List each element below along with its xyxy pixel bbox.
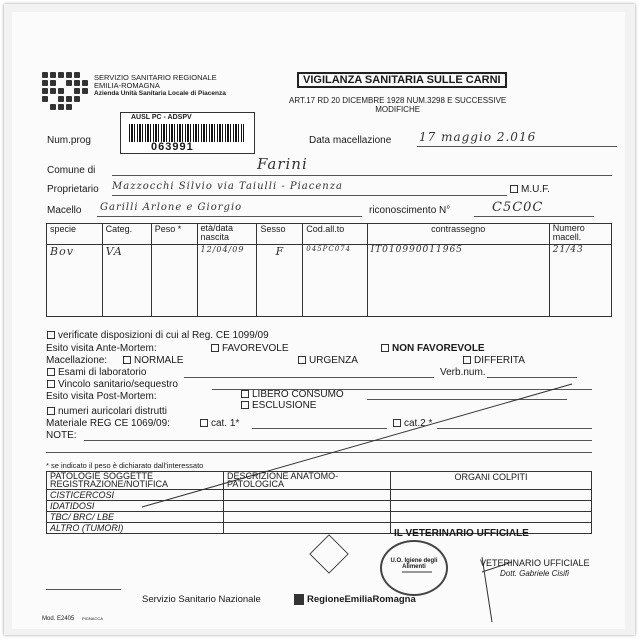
libero-label: LIBERO CONSUMO — [252, 389, 344, 400]
row-altro: ALTRO (TUMORI) — [47, 523, 224, 534]
ante-mortem-label: Esito visita Ante-Mortem: — [46, 343, 157, 354]
normale-label: NORMALE — [134, 355, 184, 366]
ssn-label: Servizio Sanitario Nazionale — [142, 594, 261, 605]
document-sheet — [12, 12, 625, 629]
row-cisticercosi: CISTICERCOSI — [47, 490, 224, 501]
model-number: Mod. E2405 — [42, 616, 75, 622]
materiale-label: Materiale REG CE 1069/09: — [46, 418, 170, 429]
model-small: PIGNACCA — [82, 616, 103, 621]
urgenza-label: URGENZA — [309, 355, 358, 366]
cell-eta: 12/04/09 — [197, 245, 257, 317]
cell-sesso: F — [257, 245, 303, 317]
proprietario-value: Mazzocchi Silvio via Taiulli - Piacenza — [112, 181, 343, 192]
cat2-label: cat.2 * — [404, 418, 433, 429]
macellazione-label: Macellazione: — [46, 355, 108, 366]
comune-value: Farini — [257, 155, 308, 173]
header-eta: età/data nascita — [197, 224, 257, 245]
vincolo-label: Vincolo sanitario/sequestro — [58, 379, 178, 390]
cat1-label: cat. 1* — [211, 418, 240, 429]
header-cod: Cod.all.to — [303, 224, 367, 245]
row-tbc: TBC/ BRC/ LBE — [47, 512, 224, 523]
official-stamp — [380, 540, 448, 596]
barcode-number: 063991 — [151, 141, 194, 153]
verificate-text: verificate disposizioni di cui al Reg. CE 1099/09 — [58, 330, 269, 341]
non-favorevole-label: NON FAVOREVOLE — [392, 343, 485, 354]
num-prog-label: Num.prog — [47, 135, 91, 146]
riconoscimento-label: riconoscimento N° — [369, 205, 451, 216]
riconoscimento-value: C5C0C — [492, 200, 544, 215]
header-descrizione: DESCRIZIONE ANATOMO-PATOLOGICA — [224, 472, 391, 490]
note-label: NOTE: — [46, 430, 77, 441]
verb-num-label: Verb.num. — [440, 367, 486, 378]
handwritten-strokes — [12, 12, 625, 629]
org-line2: EMILIA-ROMAGNA — [94, 81, 160, 90]
favorevole-label: FAVOREVOLE — [222, 343, 289, 354]
auricolari-label: numeri auricolari distrutti — [58, 406, 167, 417]
proprietario-label: Proprietario — [47, 184, 99, 195]
document-title: VIGILANZA SANITARIA SULLE CARNI — [297, 72, 507, 88]
header-categ: Categ. — [102, 224, 151, 245]
header-patologie: PATOLOGIE SOGGETTE REGISTRAZIONE/NOTIFICA — [47, 472, 224, 490]
header-contrassegno: contrassegno — [367, 224, 549, 245]
comune-label: Comune di — [47, 165, 96, 176]
vet-role: VETERINARIO UFFICIALE — [480, 558, 590, 568]
law-line1: ART.17 RD 20 DICEMBRE 1928 NUM.3298 E SUCCESSIVE — [289, 96, 507, 105]
cell-cod: 045PC074 — [303, 245, 367, 317]
peso-footnote: * se indicato il peso è dichiarato dall'interessato — [46, 461, 204, 470]
header-sesso: Sesso — [257, 224, 303, 245]
cell-categ: VA — [102, 245, 151, 317]
vet-name: Dott. Gabriele Cisifi — [500, 569, 569, 578]
header-numero: Numero macell. — [549, 224, 611, 245]
esclusione-label: ESCLUSIONE — [252, 400, 317, 411]
differita-label: DIFFERITA — [474, 355, 525, 366]
header-specie: specie — [47, 224, 103, 245]
macello-value: Garilli Arlone e Giorgio — [100, 202, 243, 213]
data-macellazione-value: 17 maggio 2.016 — [419, 130, 537, 144]
barcode-caption: AUSL PC - ADSPV — [131, 114, 192, 121]
row-idatidosi: IDATIDOSI — [47, 501, 224, 512]
org-line3: Azienda Unità Sanitaria Locale di Piacenza — [94, 90, 226, 97]
cell-specie: Bov — [47, 245, 103, 317]
esami-label: Esami di laboratorio — [58, 367, 147, 378]
cell-contrassegno: IT010990011965 — [367, 245, 549, 317]
data-macellazione-label: Data macellazione — [309, 135, 392, 146]
region-logo: RegioneEmiliaRomagna — [294, 594, 416, 605]
macello-label: Macello — [47, 205, 82, 216]
header-peso: Peso * — [151, 224, 197, 245]
org-line1: SERVIZIO SANITARIO REGIONALE — [94, 73, 217, 82]
law-line2: MODIFICHE — [375, 105, 421, 114]
cell-numero: 21/43 — [549, 245, 611, 317]
post-mortem-label: Esito visita Post-Mortem: — [46, 391, 157, 402]
muf-label: M.U.F. — [521, 184, 550, 195]
footer-rule — [46, 589, 121, 590]
model-code — [42, 616, 103, 622]
vet-title: IL VETERINARIO UFFICIALE — [394, 528, 529, 539]
stamp-text: U.O. Igiene degli Alimenti — [390, 558, 438, 570]
header-organi: ORGANI COLPITI — [391, 472, 592, 490]
